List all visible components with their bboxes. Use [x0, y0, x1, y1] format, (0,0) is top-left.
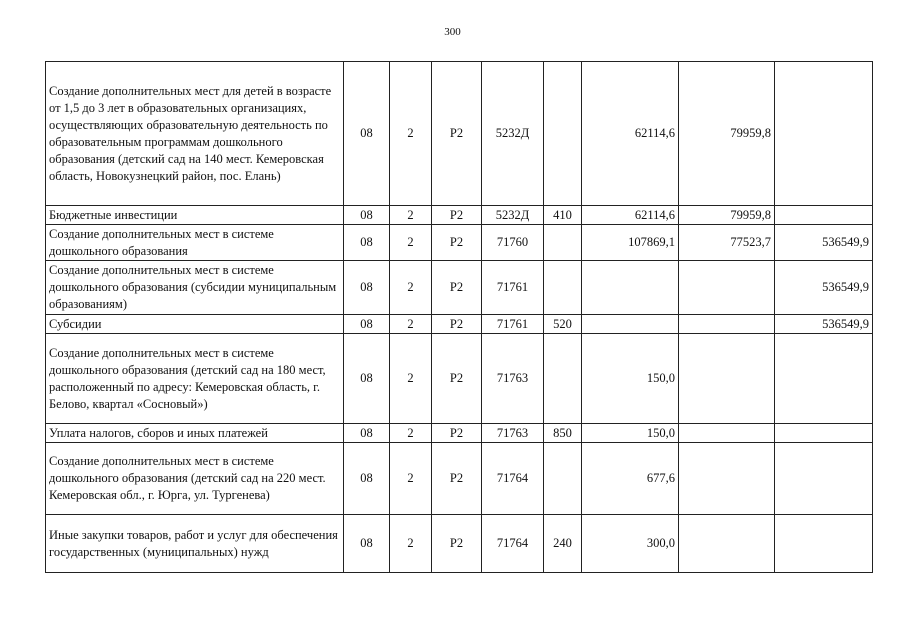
row-name: Создание дополнительных мест в системе дошкольного образования (детский сад на 220 мест. Кемеровская обл., г. Юрга, ул. Тургенева)	[46, 443, 344, 515]
expense-type-code: 520	[544, 315, 582, 334]
subsection-code: 2	[390, 62, 432, 206]
subsection-code: 2	[390, 261, 432, 315]
section-code: 08	[344, 315, 390, 334]
amount-2	[679, 315, 775, 334]
amount-1: 107869,1	[582, 225, 679, 261]
amount-2: 77523,7	[679, 225, 775, 261]
amount-1: 150,0	[582, 334, 679, 424]
table-row	[46, 315, 873, 334]
amount-2	[679, 261, 775, 315]
table-row	[46, 206, 873, 225]
subsection-code: 2	[390, 443, 432, 515]
row-name: Субсидии	[46, 315, 344, 334]
section-code: 08	[344, 334, 390, 424]
budget-table	[45, 61, 873, 573]
row-name: Создание дополнительных мест для детей в возрасте от 1,5 до 3 лет в образовательных организациях, осуществляющих образовательную деятельность по образовательным программам дошкольного образования (детский сад на 140 мест. Кемеровская область, Новокузнецкий район, пос. Елань)	[46, 62, 344, 206]
section-code: 08	[344, 515, 390, 573]
amount-2	[679, 424, 775, 443]
amount-1	[582, 315, 679, 334]
row-name: Бюджетные инвестиции	[46, 206, 344, 225]
direction-code: 71761	[482, 315, 544, 334]
amount-3	[775, 334, 873, 424]
direction-code: 71761	[482, 261, 544, 315]
row-name: Уплата налогов, сборов и иных платежей	[46, 424, 344, 443]
program-code: Р2	[432, 515, 482, 573]
section-code: 08	[344, 443, 390, 515]
amount-3: 536549,9	[775, 261, 873, 315]
expense-type-code	[544, 334, 582, 424]
amount-3	[775, 443, 873, 515]
direction-code: 5232Д	[482, 62, 544, 206]
amount-2	[679, 515, 775, 573]
amount-1: 62114,6	[582, 206, 679, 225]
program-code: Р2	[432, 261, 482, 315]
amount-1: 150,0	[582, 424, 679, 443]
direction-code: 5232Д	[482, 206, 544, 225]
expense-type-code: 850	[544, 424, 582, 443]
table-row	[46, 261, 873, 315]
amount-3: 536549,9	[775, 225, 873, 261]
expense-type-code	[544, 225, 582, 261]
program-code: Р2	[432, 315, 482, 334]
table-row	[46, 62, 873, 206]
section-code: 08	[344, 206, 390, 225]
program-code: Р2	[432, 334, 482, 424]
expense-type-code: 410	[544, 206, 582, 225]
section-code: 08	[344, 62, 390, 206]
table-row	[46, 443, 873, 515]
table-row	[46, 334, 873, 424]
direction-code: 71764	[482, 515, 544, 573]
row-name: Создание дополнительных мест в системе дошкольного образования (детский сад на 180 мест, расположенный по адресу: Кемеровская область, г. Белово, квартал «Сосновый»)	[46, 334, 344, 424]
table-row	[46, 424, 873, 443]
direction-code: 71760	[482, 225, 544, 261]
amount-1: 62114,6	[582, 62, 679, 206]
subsection-code: 2	[390, 334, 432, 424]
program-code: Р2	[432, 424, 482, 443]
amount-2: 79959,8	[679, 62, 775, 206]
subsection-code: 2	[390, 315, 432, 334]
section-code: 08	[344, 225, 390, 261]
program-code: Р2	[432, 225, 482, 261]
amount-1: 300,0	[582, 515, 679, 573]
amount-1: 677,6	[582, 443, 679, 515]
amount-2	[679, 334, 775, 424]
direction-code: 71763	[482, 424, 544, 443]
row-name: Иные закупки товаров, работ и услуг для обеспечения государственных (муниципальных) нужд	[46, 515, 344, 573]
direction-code: 71763	[482, 334, 544, 424]
expense-type-code	[544, 62, 582, 206]
amount-2	[679, 443, 775, 515]
amount-3: 536549,9	[775, 315, 873, 334]
page-number: 300	[444, 26, 461, 38]
amount-1	[582, 261, 679, 315]
program-code: Р2	[432, 62, 482, 206]
section-code: 08	[344, 261, 390, 315]
section-code: 08	[344, 424, 390, 443]
table-row	[46, 515, 873, 573]
program-code: Р2	[432, 443, 482, 515]
expense-type-code	[544, 443, 582, 515]
amount-3	[775, 62, 873, 206]
row-name: Создание дополнительных мест в системе дошкольного образования (субсидии муниципальным образованиям)	[46, 261, 344, 315]
program-code: Р2	[432, 206, 482, 225]
subsection-code: 2	[390, 206, 432, 225]
amount-3	[775, 424, 873, 443]
row-name: Создание дополнительных мест в системе дошкольного образования	[46, 225, 344, 261]
subsection-code: 2	[390, 225, 432, 261]
subsection-code: 2	[390, 424, 432, 443]
expense-type-code: 240	[544, 515, 582, 573]
amount-2: 79959,8	[679, 206, 775, 225]
amount-3	[775, 206, 873, 225]
subsection-code: 2	[390, 515, 432, 573]
direction-code: 71764	[482, 443, 544, 515]
table-row	[46, 225, 873, 261]
expense-type-code	[544, 261, 582, 315]
amount-3	[775, 515, 873, 573]
